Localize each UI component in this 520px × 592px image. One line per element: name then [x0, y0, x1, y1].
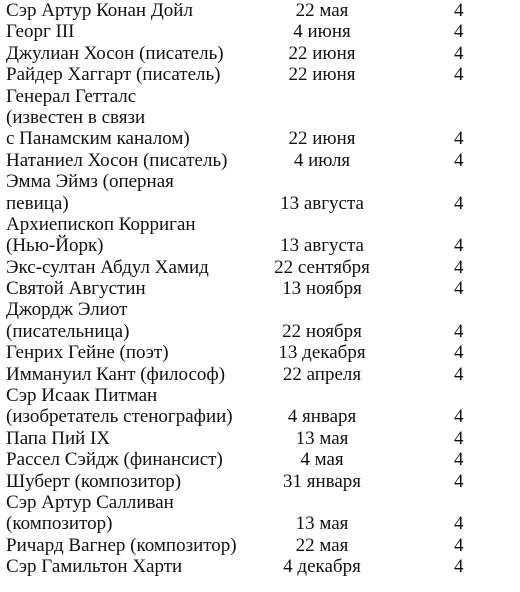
- person-name: Сэр Артур Салливан: [6, 491, 174, 513]
- person-name: певица): [6, 192, 69, 214]
- table-row-line: [0, 471, 520, 492]
- table-row: [0, 278, 520, 299]
- birth-date: 4 июня: [293, 21, 351, 43]
- table-row-line: [0, 342, 520, 363]
- table-row: [0, 428, 520, 449]
- person-name: (писательница): [6, 320, 130, 342]
- person-name: Экс-султан Абдул Хамид: [6, 256, 209, 278]
- table-row-line: [0, 21, 520, 42]
- number-value: 4: [454, 363, 464, 385]
- table-row: [0, 150, 520, 171]
- table-row: [0, 535, 520, 556]
- table-row: [0, 64, 520, 85]
- table-row-line: [0, 193, 520, 214]
- table-row-line: [0, 171, 520, 192]
- table-row-line: [0, 428, 520, 449]
- birth-date: 13 августа: [280, 235, 364, 257]
- birth-date: 13 декабря: [278, 342, 366, 364]
- table-row: [0, 449, 520, 470]
- table-row: [0, 492, 520, 535]
- table-row-line: [0, 449, 520, 470]
- number-value: 4: [454, 406, 464, 428]
- table-row: [0, 86, 520, 150]
- birth-date: 22 июня: [288, 42, 356, 64]
- birth-date: 4 января: [287, 406, 357, 428]
- table-row-line: [0, 86, 520, 107]
- person-name: Святой Августин: [6, 278, 146, 300]
- table-row-line: [0, 406, 520, 427]
- table-row: [0, 0, 520, 21]
- birth-date: 13 августа: [280, 192, 364, 214]
- table-row-line: [0, 492, 520, 513]
- number-value: 4: [454, 64, 464, 86]
- birth-date: 22 июня: [288, 64, 356, 86]
- table-row-line: [0, 385, 520, 406]
- person-name: Джордж Элиот: [6, 299, 128, 321]
- number-value: 4: [454, 278, 464, 300]
- table-row-line: [0, 0, 520, 21]
- person-name: Папа Пий IX: [6, 427, 111, 449]
- table-row: [0, 43, 520, 64]
- number-value: 4: [454, 21, 464, 43]
- person-name: Эмма Эймз (оперная: [6, 171, 174, 193]
- number-value: 4: [454, 556, 464, 578]
- person-name: (известен в связи: [6, 106, 146, 128]
- person-name: Сэр Артур Конан Дойл: [6, 0, 193, 21]
- person-name: Шуберт (композитор): [6, 470, 182, 492]
- table-row-line: [0, 235, 520, 256]
- person-name: (композитор): [6, 513, 113, 535]
- table-row-line: [0, 214, 520, 235]
- birth-date: 13 мая: [295, 513, 349, 535]
- birth-date: 4 декабря: [283, 556, 361, 578]
- birth-date: 22 мая: [295, 0, 349, 21]
- table-row-line: [0, 299, 520, 320]
- birth-date: 22 июня: [288, 128, 356, 150]
- birth-date: 22 сентября: [274, 256, 370, 278]
- number-value: 4: [454, 427, 464, 449]
- table-row-line: [0, 107, 520, 128]
- table-row: [0, 471, 520, 492]
- person-name: с Панамским каналом): [6, 128, 190, 150]
- birth-date: 22 ноября: [282, 320, 362, 342]
- table-row: [0, 257, 520, 278]
- person-name: Сэр Исаак Питман: [6, 385, 158, 407]
- number-value: 4: [454, 449, 464, 471]
- person-name: Генрих Гейне (поэт): [6, 342, 169, 364]
- person-name: Джулиан Хосон (писатель): [6, 42, 224, 64]
- number-value: 4: [454, 470, 464, 492]
- birth-date: 13 ноября: [282, 278, 362, 300]
- person-name: Иммануил Кант (философ): [6, 363, 226, 385]
- number-value: 4: [454, 342, 464, 364]
- birth-date: 22 апреля: [282, 363, 362, 385]
- number-value: 4: [454, 192, 464, 214]
- table-row: [0, 364, 520, 385]
- table-row-line: [0, 128, 520, 149]
- table-row: [0, 214, 520, 257]
- table-row: [0, 385, 520, 428]
- number-value: 4: [454, 513, 464, 535]
- table-row: [0, 556, 520, 577]
- birth-date: 4 мая: [300, 449, 344, 471]
- table-row-line: [0, 321, 520, 342]
- table-row: [0, 342, 520, 363]
- person-name: Георг III: [6, 21, 75, 43]
- number-value: 4: [454, 534, 464, 556]
- person-name: Сэр Гамильтон Харти: [6, 556, 183, 578]
- table-row: [0, 21, 520, 42]
- birth-date: 31 января: [282, 470, 362, 492]
- birth-date: 13 мая: [295, 427, 349, 449]
- person-name: (изобретатель стенографии): [6, 406, 233, 428]
- number-value: 4: [454, 149, 464, 171]
- person-name: Архиепископ Корриган: [6, 213, 196, 235]
- table-row-line: [0, 257, 520, 278]
- person-name: Натаниел Хосон (писатель): [6, 149, 228, 171]
- table-row: [0, 299, 520, 342]
- number-value: 4: [454, 0, 464, 21]
- table-row-line: [0, 43, 520, 64]
- table-row-line: [0, 150, 520, 171]
- birth-date: 22 мая: [295, 534, 349, 556]
- number-value: 4: [454, 128, 464, 150]
- number-value: 4: [454, 256, 464, 278]
- person-name: Рассел Сэйдж (финансист): [6, 449, 223, 471]
- table-row-line: [0, 278, 520, 299]
- table-row-line: [0, 364, 520, 385]
- table-row-line: [0, 535, 520, 556]
- number-value: 4: [454, 320, 464, 342]
- person-name: (Нью-Йорк): [6, 235, 104, 257]
- table-row-line: [0, 513, 520, 534]
- number-value: 4: [454, 235, 464, 257]
- person-name: Ричард Вагнер (композитор): [6, 534, 237, 556]
- table-row-line: [0, 556, 520, 577]
- table-row: [0, 171, 520, 214]
- table-row-line: [0, 64, 520, 85]
- number-value: 4: [454, 42, 464, 64]
- birth-date: 4 июля: [293, 149, 351, 171]
- person-name: Генерал Гетталс: [6, 85, 137, 107]
- person-name: Райдер Хаггарт (писатель): [6, 64, 221, 86]
